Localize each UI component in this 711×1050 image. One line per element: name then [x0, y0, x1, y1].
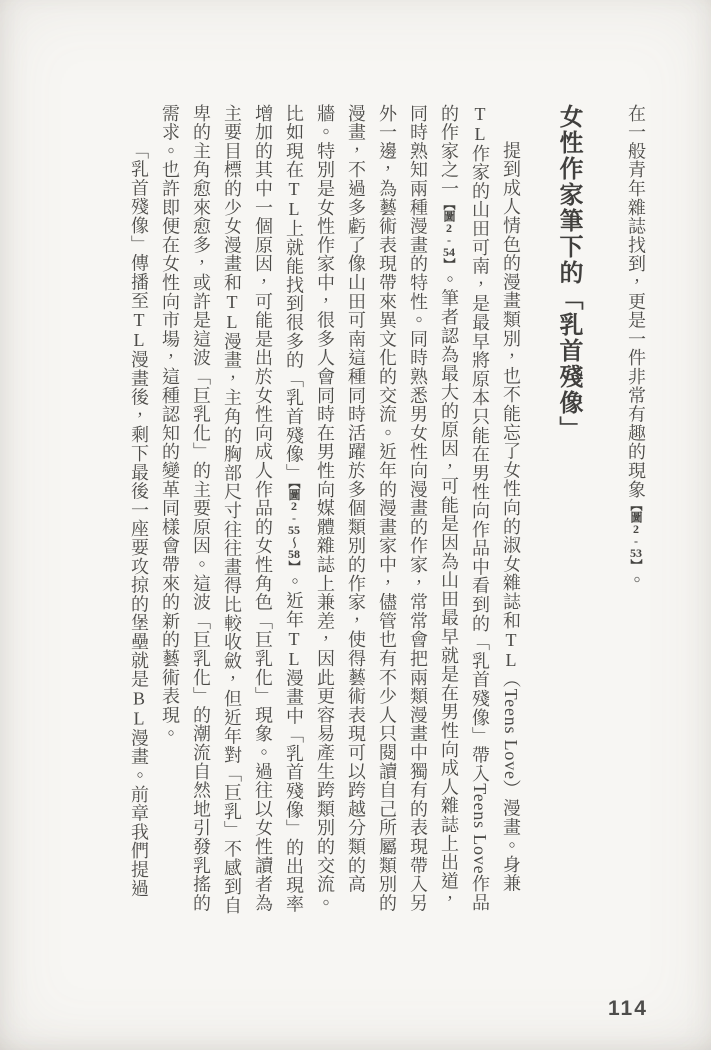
latin-upright-text: BL	[129, 688, 149, 729]
paragraph-main: 提到成人情色的漫畫類別，也不能忘了女性向的淑女雜誌和TL（Teens Love）漫畫。身兼TL作家的山田可南，是最早將原本只能在男性向作品中看到的「乳首殘像」帶入Teens Love作品的作家之一【圖2-54】。筆者認為最大的原因，可能是因為山田最早就是在男性向成人雜誌上出道，同時熟知兩種漫畫的特性。同時熟悉男女性向漫畫的作家，常常會把兩類漫畫中獨有的表現帶入另外一邊，為藝術表現帶來異文化的交流。近年的漫畫家中，儘管也有不少人只閱讀自己所屬類別的漫畫，不過多虧了像山田可南這種同時活躍於多個類別的作家，使得藝術表現可以跨越分類的高牆。特別是女性作家中，很多人會同時在男性向媒體雜誌上兼差，因此更容易產生跨類別的交流。比如現在TL上就能找到很多的「乳首殘像」【圖2-55〜58】。近年TL漫畫中「乳首殘像」的出現率增加的其中一個原因，可能是出於女性向成人作品的女性角色「巨乳化」現象。過往以女性讀者為主要目標的少女漫畫和TL漫畫，主角的胸部尺寸往往畫得比較收斂，但近年對「巨乳」不感到自卑的主角愈來愈多，或許是這波「巨乳化」的主要原因。這波「巨乳化」的潮流自然地引發乳搖的需求。也許即便在女性向市場，這種認知的變革同樣會帶來的新的藝術表現。	[160, 104, 521, 915]
latin-upright-text: TL	[501, 629, 521, 670]
page-number: 114	[608, 997, 648, 1020]
figure-reference: 【圖2-55〜58】	[287, 482, 301, 573]
paragraph-closing: 「乳首殘像」傳播至TL漫畫後，剩下最後一座要攻掠的堡壘就是BL漫畫。前章我們提過	[129, 141, 149, 898]
figure-reference: 【圖2-54】	[442, 198, 456, 270]
section-heading: 女性作家筆下的「乳首殘像」	[555, 104, 581, 442]
latin-upright-text: TL	[129, 310, 149, 351]
latin-upright-text: TL	[222, 292, 242, 332]
figure-reference: 【圖2-53】	[629, 498, 643, 571]
latin-upright-text: TL	[284, 179, 304, 220]
paragraph-intro-continuation: 在一般青年雜誌找到，更是一件非常有趣的現象【圖2-53】。	[626, 104, 646, 590]
text-flow	[123, 104, 651, 916]
latin-upright-text: TL	[284, 628, 304, 669]
latin-upright-text: TL	[470, 104, 490, 144]
